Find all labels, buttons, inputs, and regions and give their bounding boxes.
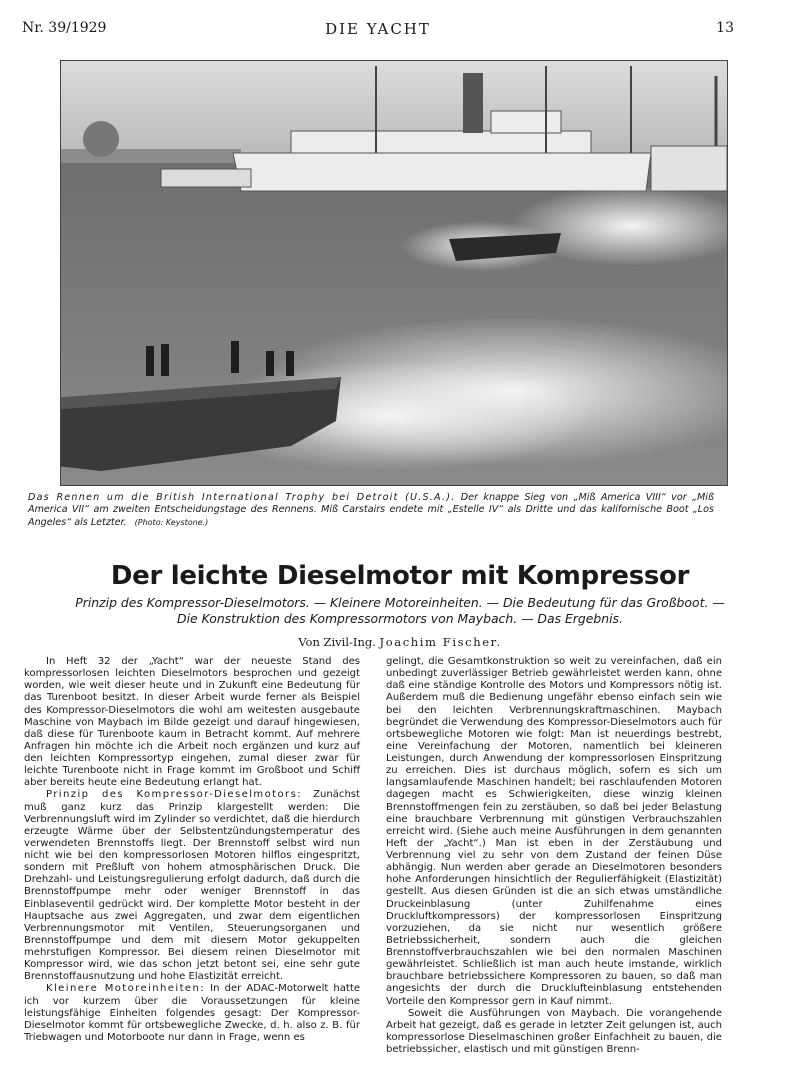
page-number: 13 bbox=[716, 20, 734, 36]
text-column-right bbox=[386, 656, 722, 1056]
magazine-title: DIE YACHT bbox=[325, 20, 431, 38]
subtitle-line-2: Die Konstruktion des Kompressormotors von Maybach. — Das Ergebnis. bbox=[177, 611, 623, 626]
section-heading: Kleinere Motoreinheiten: bbox=[46, 983, 206, 995]
caption-lead: Das Rennen um die British International Trophy bei Detroit (U.S.A.). bbox=[28, 492, 456, 503]
text-column-left bbox=[24, 656, 360, 1044]
paragraph bbox=[24, 789, 360, 983]
issue-number: Nr. 39/1929 bbox=[22, 20, 107, 36]
paragraph-text: In der ADAC-Motorwelt hatte ich vor kurzem über die Voraussetzungen für kleine leistungsfähige Einheiten folgendes gesagt: Der Kompressor-Dieselmotor kommt für ortsbewegliche Zwecke, d. h. also z. B. für Triebwagen und Motorboote nur dann in Frage, wenn es bbox=[24, 983, 360, 1043]
author-name: Joachim Fischer. bbox=[379, 635, 502, 649]
section-heading: Prinzip des Kompressor-Dieselmotors: bbox=[46, 789, 302, 801]
photo-credit: (Photo: Keystone.) bbox=[134, 517, 209, 527]
author-prefix: Von Zivil-Ing. bbox=[298, 635, 376, 649]
paragraph: In Heft 32 der „Yacht“ war der neueste Stand des kompressorlosen leichten Dieselmotors besprochen und gezeigt worden, wie weit dieser heute und in Zukunft eine Bedeutung für das Turenboot besitzt. In dieser Arbeit wurde ferner als Beispiel des Kompressor-Dieselmotors die wohl am weitesten ausgebaute Maschine von Maybach im Bilde gezeigt und darauf hingewiesen, daß diese für Turenboote kaum in Betracht kommt. Auf mehrere Anfragen hin möchte ich die Arbeit noch ergänzen und kurz auf den leichten Kompressortyp eingehen, zumal dieser zwar für leichte Turenboote nicht in Frage kommt im Großboot und Schiff aber bereits heute eine Bedeutung erlangt hat. bbox=[24, 656, 360, 789]
race-photo bbox=[60, 60, 728, 486]
page-header bbox=[22, 20, 734, 42]
article-author bbox=[20, 635, 780, 649]
paragraph-text: Zunächst muß ganz kurz das Prinzip klargestellt werden: Die Verbrennungsluft wird im Zylinder so verdichtet, daß die hierdurch erzeugte Wärme über der Selbstentzündungstemperatur des verwendeten Brennstoffs liegt. Der Brennstoff selbst wird nun nicht wie bei den kompressorlosen Motoren hilflos eingespritzt, sondern mit Preßluft von hohem atmosphärischen Druck. Die Drehzahl- und Leistungsregulierung erfolgt dadurch, daß durch die Brennstoffpumpe mehr oder weniger Brennstoff in das Einblaseventil gedrückt wird. Der komplette Motor besteht in der Hauptsache aus zwei Aggregaten, und zwar dem eigentlichen Verbrennungsmotor mit Ventilen, Steuerungsorganen und Brennstoffpumpe und dem mit diesem Motor gekuppelten mehrstufigen Kompressor. Bei diesem reinen Dieselmotor mit Kompressor wird, wie das schon jetzt betont sei, eine sehr gute Brennstoffausnutzung und hohe Elastizität erreicht. bbox=[24, 789, 360, 983]
caption-text: Der knappe Sieg von „Miß America VIII“ vor „Miß America VII“ am zweiten Entscheidungstage des Rennens. Miß Carstairs endete mit „Estelle IV“ als Dritte und das kalifornische Boot „Los Angeles“ als Letzter. bbox=[28, 492, 714, 528]
subtitle-line-1: Prinzip des Kompressor-Dieselmotors. — Kleinere Motoreinheiten. — Die Bedeutung für das Großboot. — bbox=[75, 595, 725, 610]
paragraph bbox=[24, 983, 360, 1044]
paragraph: gelingt, die Gesamtkonstruktion so weit zu vereinfachen, daß ein unbedingt zuverlässiger Betrieb gewährleistet werden kann, ohne daß eine ständige Kontrolle des Motors und Kompressors nötig ist. Außerdem muß die Bedienung ungefähr ebenso einfach sein wie bei den leichten Verbrennungskraftmaschinen. Maybach begründet die Verwendung des Kompressor-Dieselmotors auch für ortsbewegliche Motoren wie folgt: Man ist neuerdings bestrebt, eine Vereinfachung der Motoren, namentlich bei kleineren Leistungen, durch Anwendung der kompressorlosen Einspritzung zu erreichen. Dies ist durchaus möglich, sofern es sich um langsamlaufende Maschinen handelt; bei raschlaufenden Motoren dagegen macht es Schwierigkeiten, diese winzig kleinen Brennstoffmengen fein zu zerstäuben, so daß bei jeder Belastung eine brauchbare Verbrennung mit günstigen Verbrauchszahlen erreicht wird. (Siehe auch meine Ausführungen in dem genannten Heft der „Yacht“.) Man ist eben in der Zerstäubung und Verbrennung viel zu sehr von dem Zustand der feinen Düse abhängig. Nun werden aber gerade an Dieselmotoren besonders hohe Anforderungen hinsichtlich der Regulierfähigkeit (Elastizität) gestellt. Aus diesen Gründen ist die an sich etwas umständliche Druckeinblasung (unter Zuhilfenahme eines Druckluftkompressors) der kompressorlosen Einspritzung vorzuziehen, da sie nicht nur wesentlich größere Betriebssicherheit, sondern auch die gleichen Brennstoffverbrauchszahlen wie bei den normalen Maschinen gewährleistet. Schließlich ist man auch heute imstande, wirklich brauchbare betriebssichere Kompressoren zu bauen, so daß man angesichts der durch die Drucklufteinblasung entstehenden Vorteile den Kompressor gern in Kauf nimmt. bbox=[386, 656, 722, 1007]
article-title: Der leichte Dieselmotor mit Kompressor bbox=[110, 561, 690, 591]
photo-caption bbox=[28, 492, 714, 529]
race-photo-image bbox=[61, 61, 727, 485]
paragraph: Soweit die Ausführungen von Maybach. Die vorangehende Arbeit hat gezeigt, daß es gerade in letzter Zeit gelungen ist, auch kompressorlose Dieselmaschinen großer Einfachheit zu bauen, die betriebssicher, elastisch und mit günstigen Brenn- bbox=[386, 1007, 722, 1055]
article-subtitle bbox=[20, 595, 780, 627]
